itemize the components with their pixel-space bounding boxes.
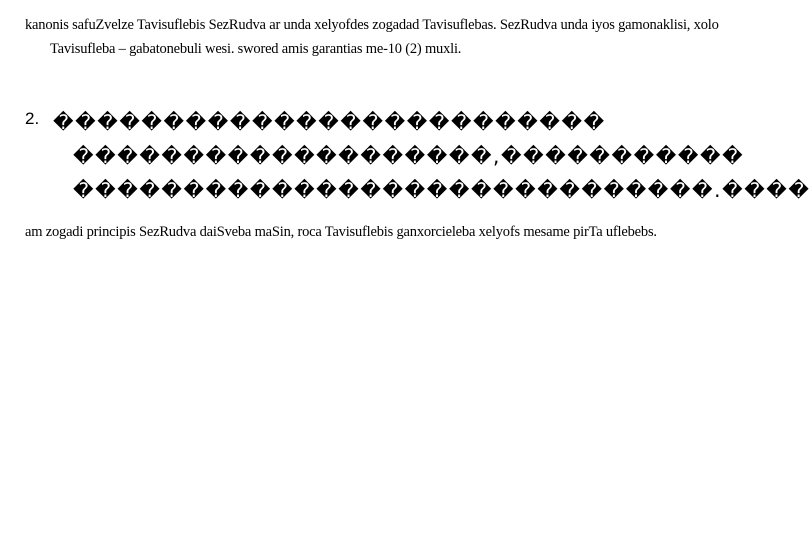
glyph-line: �������������������,����������� <box>73 144 745 168</box>
glyph-line: ������������������������� <box>53 110 606 134</box>
unrendered-glyph-text <box>49 105 811 207</box>
paragraph-number: 2. <box>25 109 40 128</box>
glyph-line: �����������������������������.���� <box>73 178 811 202</box>
paragraph-3: am zogadi principis SezRudva daiSveba maSin, roca Tavisuflebis ganxorcieleba xelyofs mesame pirTa uflebebs. <box>25 224 657 240</box>
paragraph-1: kanonis safuZvelze Tavisuflebis SezRudva ar unda xelyofdes zogadad Tavisuflebas. SezRudva unda iyos gamonaklisi, xolo Tavisufleba – gabatonebuli wesi. swored amis garantias me-10 (2) muxli. <box>25 17 719 57</box>
